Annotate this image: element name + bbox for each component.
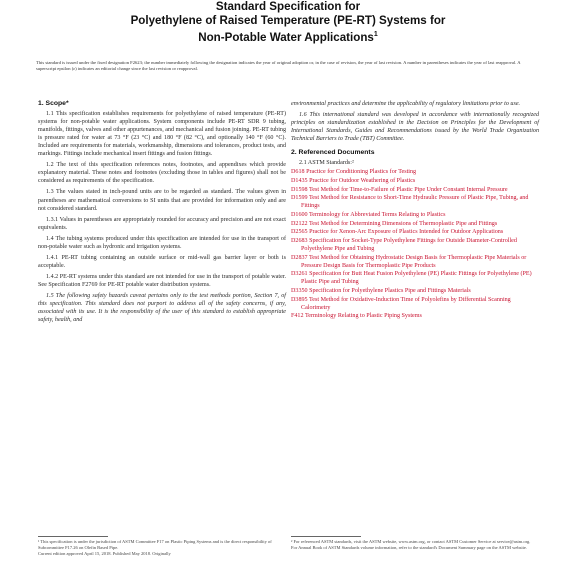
reference-item[interactable] (291, 237, 539, 253)
reference-title-link[interactable]: Test Method for Oxidative-Induction Time of Polyolefins by Differential Scanning Calorimetry (301, 296, 511, 311)
reference-code-link[interactable]: D1599 (291, 195, 308, 202)
reference-item[interactable] (291, 220, 539, 228)
footnote-rule-right (291, 536, 361, 537)
reference-code-link[interactable]: D3895 (291, 296, 308, 303)
title-line-3 (88, 28, 488, 45)
title-line-3-text: Non-Potable Water Applications (198, 30, 374, 44)
reference-title-link[interactable]: Terminology Relating to Plastic Piping Systems (304, 313, 422, 320)
para-1-1: 1.1 This specification establishes requirements for polyethylene of raised temperature (PE-RT) systems for non-potable water applications. System components include PE-RT SDR 9 tubing, manifolds, fittings, valves and other appurtenances, and mechanical and fusion joining. PE-RT tubing is pressure rated for water at 73 °F (23 °C) and 180 °F (82 °C), and optionally 140 °F (60 °C). Included are requirements for materials, workmanship, dimensions and tolerances, product tests, and markings. Fittings include mechanical insert fittings and fusion fittings. (38, 111, 286, 158)
title-footnote-marker: 1 (373, 31, 378, 38)
reference-code-link[interactable]: F412 (291, 313, 304, 320)
reference-code-link[interactable]: D3350 (291, 287, 308, 294)
title-line-2: Polyethylene of Raised Temperature (PE-RT) Systems for (130, 14, 446, 27)
reference-item[interactable] (291, 186, 539, 194)
para-1-4-2: 1.4.2 PE-RT systems under this standard are not intended for use in the transport of potable water. See Specification F2769 for PE-RT potable water distribution systems. (38, 273, 286, 288)
reference-item[interactable] (291, 287, 539, 295)
reference-code-link[interactable]: D2683 (291, 237, 308, 244)
scope-heading: 1. Scope* (38, 100, 69, 107)
para-1-6: 1.6 This international standard was developed in accordance with internationally recognized principles on standardization established in the Decision on Principles for the Development of International Standards, Guides and Recommendations issued by the World Trade Organization Technical Barriers to Trade (TBT) Committee. (291, 112, 539, 143)
reference-title-link[interactable]: Test Method for Obtaining Hydrostatic Design Basis for Thermoplastic Pipe Materials or Pressure Design Basis for Thermoplastic Pipe Products (301, 254, 527, 269)
reference-title-link[interactable]: Specification for Butt Heat Fusion Polyethylene (PE) Plastic Fittings for Polyethylene (PE) Plastic Pipe and Tubing (301, 271, 532, 286)
title-line-1: Standard Specification for (215, 0, 361, 13)
reference-item[interactable] (291, 211, 539, 219)
referenced-documents-heading: 2. Referenced Documents (291, 149, 375, 157)
reference-item[interactable] (291, 254, 539, 270)
para-1-3: 1.3 The values stated in inch-pound units are to be regarded as standard. The values given in parentheses are mathematical conversions to SI units that are provided for information only and are not considered standard. (38, 189, 286, 212)
reference-code-link[interactable]: D3261 (291, 271, 308, 278)
reference-title-link[interactable]: Specification for Socket-Type Polyethylene Fittings for Outside Diameter-Controlled Polyethylene Pipe and Tubing (301, 237, 517, 252)
para-1-2: 1.2 The text of this specification references notes, footnotes, and appendixes which provide explanatory material. These notes and footnotes (excluding those in tables and figures) shall not be considered as requirements of the specification. (38, 162, 286, 185)
astm-standards-subheading: 2.1 ASTM Standards:² (299, 160, 354, 167)
reference-code-link[interactable]: D2122 (291, 220, 308, 227)
footnote-1-edition: Current edition approved April 15, 2018. Published May 2018. Originally (38, 550, 171, 556)
reference-title-link[interactable]: Test Method for Determining Dimensions of Thermoplastic Pipe and Fittings (309, 220, 498, 227)
reference-code-link[interactable]: D1598 (291, 186, 308, 193)
reference-title-link[interactable]: Terminology for Abbreviated Terms Relating to Plastics (309, 211, 446, 218)
reference-item[interactable] (291, 270, 539, 286)
reference-item[interactable] (291, 177, 539, 185)
reference-title-link[interactable]: Specification for Polyethylene Plastics Pipe and Fittings Materials (309, 287, 471, 294)
reference-code-link[interactable]: D1435 (291, 177, 308, 184)
para-1-3-1: 1.3.1 Values in parentheses are appropriately rounded for accuracy and precision and are not exact equivalents. (38, 216, 286, 231)
para-1-5-cont: environmental practices and determine the applicability of regulatory limitations prior to use. (291, 101, 521, 107)
document-title (88, 0, 488, 45)
reference-code-link[interactable]: D2565 (291, 229, 308, 236)
para-1-4: 1.4 The tubing systems produced under this specification are intended for use in the transport of non-potable water such as hydronic and irrigation systems. (38, 235, 286, 250)
reference-item[interactable] (291, 194, 539, 210)
reference-code-link[interactable]: D2837 (291, 254, 308, 261)
para-1-4-1: 1.4.1 PE-RT tubing containing an outside surface or mid-wall gas barrier layer or both is acceptable. (38, 254, 286, 269)
footnote-1: ¹ This specification is under the jurisdiction of ASTM Committee F17 on Plastic Piping Systems and is the direct responsibility of Subcommittee F17.26 on Olefin Based Pipe. (38, 539, 272, 550)
footnote-right: ² For referenced ASTM standards, visit the ASTM website, www.astm.org, or contact ASTM Customer Service at service@astm.org. For Annual Book of ASTM Standards volume information, refer to the standard's Document Summary page on the ASTM website. (291, 539, 531, 550)
reference-list (291, 168, 539, 320)
para-1-5: 1.5 The following safety hazards caveat pertains only to the test methods portion, Section 7, of this specification. This standard does not purport to address all of the safety concerns, if any, associated with its use. It is the responsibility of the user of this standard to establish appropriate safety, health, and (38, 292, 286, 324)
reference-title-link[interactable]: Practice for Xenon-Arc Exposure of Plastics Intended for Outdoor Applications (309, 229, 504, 236)
reference-item[interactable] (291, 168, 539, 176)
reference-title-link[interactable]: Practice for Conditioning Plastics for Testing (306, 169, 417, 176)
right-column (291, 100, 539, 321)
reference-title-link[interactable]: Practice for Outdoor Weathering of Plastics (309, 177, 416, 184)
footnote-left (38, 539, 284, 556)
footnote-rule-left (38, 536, 108, 537)
reference-title-link[interactable]: Test Method for Resistance to Short-Time Hydraulic Pressure of Plastic Pipe, Tubing, and Fittings (301, 195, 529, 210)
reference-item[interactable] (291, 228, 539, 236)
reference-title-link[interactable]: Test Method for Time-to-Failure of Plastic Pipe Under Constant Internal Pressure (309, 186, 508, 193)
reference-item[interactable] (291, 312, 539, 320)
reference-item[interactable] (291, 296, 539, 312)
reference-code-link[interactable]: D618 (291, 169, 305, 176)
designation-notice: This standard is issued under the fixed designation F2623; the number immediately following the designation indicates the year of original adoption or, in the case of revision, the year of last revision. A number in parentheses indicates the year of last reapproval. A superscript epsilon (ε) indicates an editorial change since the last revision or reapproval. (36, 60, 521, 72)
left-column (38, 100, 286, 327)
reference-code-link[interactable]: D1600 (291, 211, 308, 218)
